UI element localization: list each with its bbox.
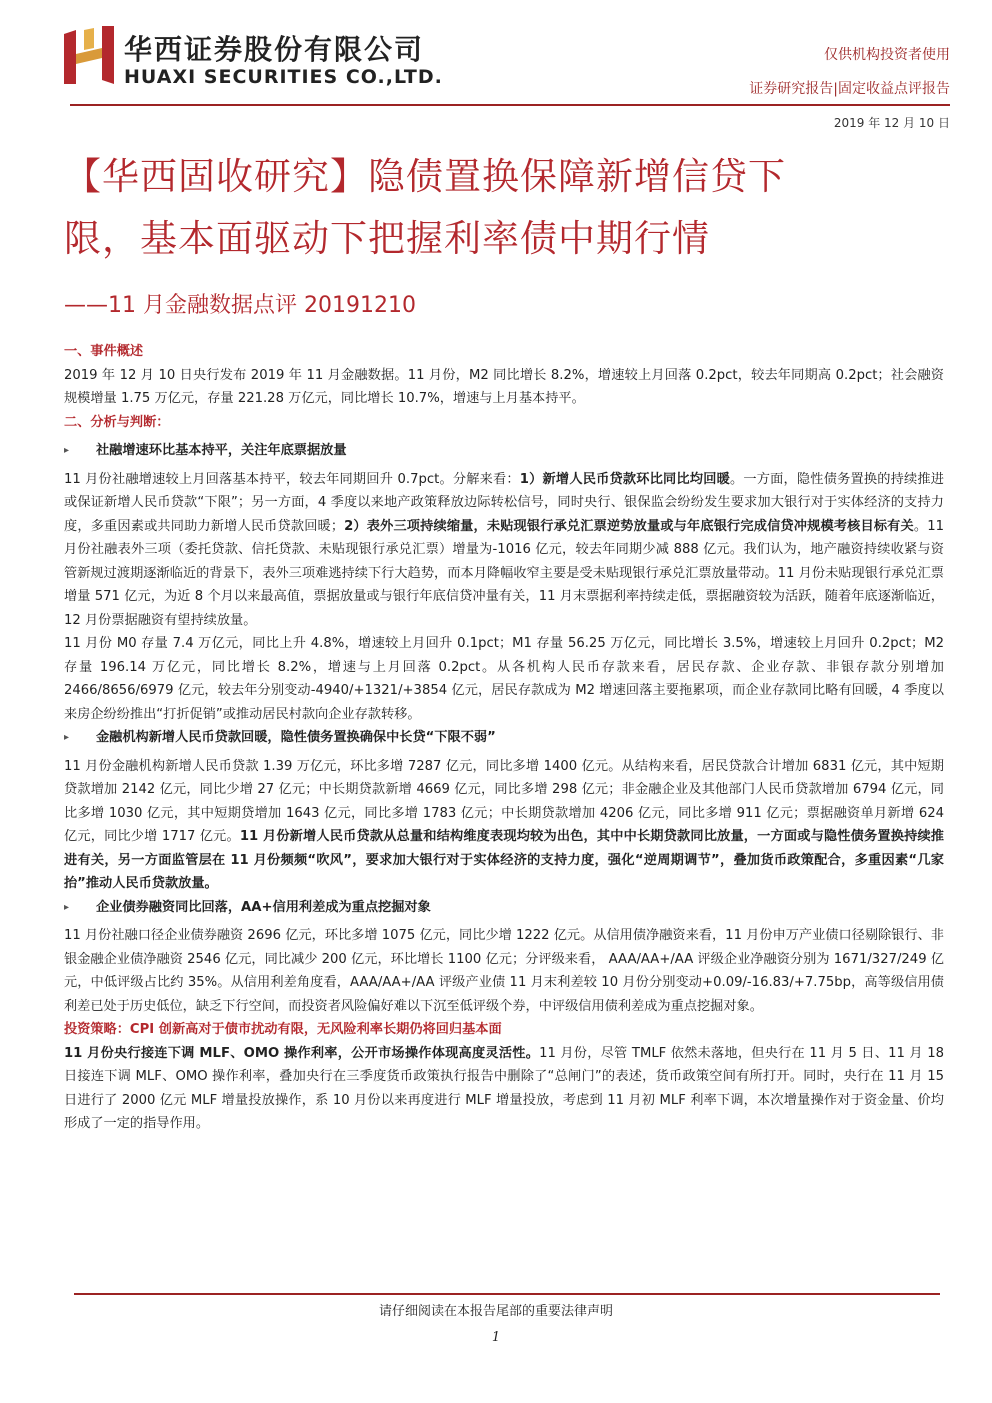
header-divider [70, 104, 950, 106]
triangle-bullet-icon: ▸ [64, 901, 70, 913]
report-type-label: 证券研究报告|固定收益点评报告 [749, 81, 950, 97]
subheading-new-loans [64, 726, 944, 750]
paragraph-event: 2019 年 12 月 10 日央行发布 2019 年 11 月金融数据。11 月份，M2 同比增长 8.2%，增速较上月回落 0.2pct，较去年同期高 0.2pct；社会融资规模增量 1.75 万亿元，存量 221.28 万亿元，同比增长 10.7%，增速与上月基本持平。 [64, 367, 944, 406]
legal-notice: 请仔细阅读在本报告尾部的重要法律声明 [378, 1304, 613, 1319]
investment-strategy-heading: 投资策略：CPI 创新高对于债市扰动有限，无风险利率长期仍将回归基本面 [64, 1022, 502, 1037]
subheading-text: 企业债券融资同比回落，AA+信用利差成为重点挖掘对象 [96, 899, 431, 915]
paragraph-social-financing: 11 月份社融增速较上月回落基本持平，较去年同期回升 0.7pct。分解来看：1）新增人民币贷款环比同比均回暖。一方面，隐性债务置换的持续推进或保证新增人民币贷款“下限”；另一方面，4 季度以来地产政策释放边际转松信号，同时央行、银保监会纷纷发生要求加大银行对于实体经济的支持力度，多重因素或共同助力新增人民币贷款回暖；2）表外三项持续缩量，未贴现银行承兑汇票逆势放量或与年底银行完成信贷冲规模考核目标有关。11 月份社融表外三项（委托贷款、信托贷款、未贴现银行承兑汇票）增量为-1016 亿元，较去年同期少减 888 亿元。我们认为，地产融资持续收紧与资管新规过渡期逐渐临近的背景下，表外三项难逃持续下行大趋势，而本月降幅收窄主要是受未贴现银行承兑汇票放量带动。11 月份未贴现银行承兑汇票增量 571 亿元，为近 8 个月以来最高值，票据放量或与银行年底信贷冲量有关，11 月末票据利率持续走低，票据融资较为活跃，随着年底逐渐临近，12 月份票据融资有望持续放量。 [64, 471, 944, 628]
report-title [64, 146, 944, 270]
subheading-social-financing [64, 439, 944, 463]
section-heading-analysis: 二、分析与判断： [64, 414, 170, 430]
triangle-bullet-icon: ▸ [64, 445, 70, 456]
huaxi-logo-icon [64, 26, 114, 84]
audience-label: 仅供机构投资者使用 [824, 47, 950, 63]
paragraph-money-supply: 11 月份 M0 存量 7.4 万亿元，同比上升 4.8%，增速较上月回升 0.1pct；M1 存量 56.25 万亿元，同比增长 3.5%，增速较上月回升 0.2pct；M2 存量 196.14 万亿元，同比增长 8.2%，增速与上月回落 0.2pct。从各机构人民币存款来看，居民存款、企业存款、非银存款分别增加 2466/8656/6979 亿元，较去年分别变动-4940/+1321/+3854 亿元，居民存款成为 M2 增速回落主要拖累项，而企业存款同比略有回暖，4 季度以来房企纷纷推出“打折促销”或推动居民村款向企业存款转移。 [64, 636, 944, 722]
paragraph-corporate-bonds: 11 月份社融口径企业债券融资 2696 亿元，环比多增 1075 亿元，同比少增 1222 亿元。从信用债净融资来看，11 月份申万产业债口径剔除银行、非银金融企业债净融资 2546 亿元，同比减少 200 亿元，环比增长 1100 亿元；分评级来看， AAA/AA+/AA 评级企业净融资分别为 1671/327/249 亿元，中低评级占比约 35%。从信用利差角度看，AAA/AA+/AA 评级产业债 11 月末利差较 10 月份分别变动+0.09/-16.83/+7.75bp，高等级信用债利差已处于历史低位，缺乏下行空间，而投资者风险偏好难以下沉至低评级个券，中评级信用债利差成为重点挖掘对象。 [64, 928, 944, 1014]
section-heading-event: 一、事件概述 [64, 344, 144, 359]
company-name-en: HUAXI SECURITIES CO.,LTD. [124, 66, 443, 88]
report-date: 2019 年 12 月 10 日 [833, 116, 950, 130]
title-line-2: 限，基本面驱动下把握利率债中期行情 [64, 217, 710, 260]
company-name-cn: 华西证券股份有限公司 [124, 33, 425, 66]
triangle-bullet-icon: ▸ [64, 732, 70, 743]
subheading-text: 社融增速环比基本持平，关注年底票据放量 [96, 443, 347, 458]
page-number: 1 [491, 1330, 501, 1345]
subheading-text: 金融机构新增人民币贷款回暖，隐性债务置换确保中长贷“下限不弱” [96, 730, 496, 745]
report-subtitle: ——11 月金融数据点评 20191210 [64, 293, 416, 318]
footer-divider [74, 1293, 940, 1295]
paragraph-strategy: 11 月份央行接连下调 MLF、OMO 操作利率，公开市场操作体现高度灵活性。11 月份，尽管 TMLF 依然未落地，但央行在 11 月 5 日、11 月 18 日接连下调 MLF、OMO 操作利率，叠加央行在三季度货币政策执行报告中删除了“总闸门”的表述，货币政策空间有所打开。同时，央行在 11 月 15 日进行了 2000 亿元 MLF 增量投放操作，系 10 月份以来再度进行 MLF 增量投放，考虑到 11 月初 MLF 利率下调，本次增量操作对于资金量、价均形成了一定的指导作用。 [64, 1045, 945, 1131]
paragraph-new-loans: 11 月份金融机构新增人民币贷款 1.39 万亿元，环比多增 7287 亿元，同比多增 1400 亿元。从结构来看，居民贷款合计增加 6831 亿元，其中短期贷款增加 2142 亿元，同比少增 27 亿元；中长期贷款新增 4669 亿元，同比多增 298 亿元；非金融企业及其他部门人民币贷款增加 6794 亿元，同比多增 1030 亿元，其中短期贷增加 1643 亿元，同比多增 1783 亿元；中长期贷款增加 4206 亿元，同比多增 911 亿元；票据融资单月新增 624 亿元，同比少增 1717 亿元。11 月份新增人民币贷款从总量和结构维度表现均较为出色，其中中长期贷款同比放量，一方面或与隐性债务置换持续推进有关，另一方面监管层在 11 月份频频“吹风”，要求加大银行对于实体经济的支持力度，强化“逆周期调节”，叠加货币政策配合，多重因素“几家抬”推动人民币贷款放量。 [64, 758, 944, 891]
report-body [64, 340, 944, 1136]
title-line-1: 【华西固收研究】隐债置换保障新增信贷下 [64, 155, 786, 198]
subheading-corporate-bonds [64, 896, 944, 920]
